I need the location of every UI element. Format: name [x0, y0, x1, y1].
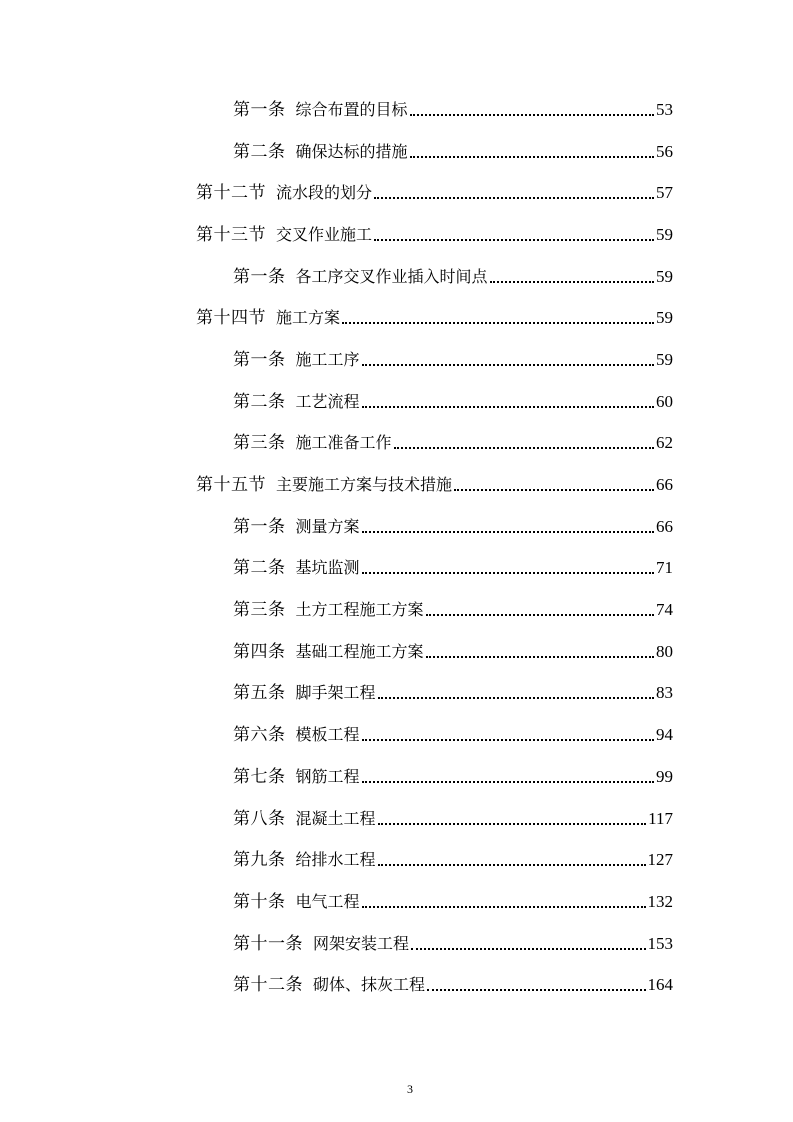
toc-entry-page-number: 60: [656, 391, 673, 411]
toc-entry-label: 第十四节: [196, 308, 266, 329]
toc-entry-label: 第二条: [233, 391, 286, 412]
toc-dot-leader: [411, 933, 645, 955]
toc-dot-leader: [410, 141, 654, 163]
toc-dot-leader: [394, 432, 654, 454]
toc-entry-title: 测量方案: [295, 516, 360, 536]
toc-entry[interactable]: [0, 89, 793, 131]
toc-entry[interactable]: [0, 131, 793, 173]
toc-entry-label: 第二条: [233, 558, 286, 579]
toc-entry-title: 施工准备工作: [295, 433, 392, 453]
toc-entry-label: 第三条: [233, 433, 286, 454]
toc-entry-title: 流水段的划分: [276, 183, 373, 203]
toc-entry[interactable]: [0, 423, 793, 465]
toc-entry-page-number: 94: [656, 725, 673, 745]
toc-entry-page-number: 62: [656, 433, 673, 453]
toc-entry-label: 第十二条: [233, 975, 303, 996]
toc-entry-title: 电气工程: [295, 891, 360, 911]
toc-entry-title: 给排水工程: [295, 850, 376, 870]
toc-dot-leader: [362, 724, 654, 746]
toc-dot-leader: [378, 808, 647, 830]
toc-entry-label: 第八条: [233, 808, 286, 829]
toc-entry-page-number: 127: [647, 850, 673, 870]
toc-entry-label: 第十五节: [196, 475, 266, 496]
toc-entry[interactable]: [0, 923, 793, 965]
toc-entry-page-number: 164: [647, 975, 673, 995]
toc-entry[interactable]: [0, 881, 793, 923]
toc-entry[interactable]: [0, 673, 793, 715]
toc-entry-page-number: 74: [656, 600, 673, 620]
toc-entry-label: 第四条: [233, 641, 286, 662]
toc-entry[interactable]: [0, 297, 793, 339]
toc-entry-label: 第一条: [233, 349, 286, 370]
toc-entry-page-number: 83: [656, 683, 673, 703]
toc-entry-title: 主要施工方案与技术措施: [276, 475, 453, 495]
toc-entry-label: 第六条: [233, 725, 286, 746]
toc-entry-title: 确保达标的措施: [295, 141, 408, 161]
toc-entry-title: 交叉作业施工: [276, 224, 373, 244]
page-number: 3: [407, 1082, 413, 1096]
toc-entry-page-number: 71: [656, 558, 673, 578]
toc-dot-leader: [362, 349, 654, 371]
toc-dot-leader: [426, 641, 654, 663]
toc-entry-label: 第五条: [233, 683, 286, 704]
toc-dot-leader: [362, 557, 654, 579]
toc-entry-title: 脚手架工程: [295, 683, 376, 703]
toc-entry-page-number: 56: [656, 141, 673, 161]
toc-dot-leader: [426, 599, 654, 621]
toc-entry-page-number: 66: [656, 516, 673, 536]
toc-entry[interactable]: [0, 839, 793, 881]
toc-entry[interactable]: [0, 631, 793, 673]
toc-entry-title: 砌体、抹灰工程: [313, 975, 426, 995]
toc-dot-leader: [410, 99, 654, 121]
toc-entry-label: 第一条: [233, 99, 286, 120]
toc-entry[interactable]: [0, 756, 793, 798]
toc-dot-leader: [378, 849, 646, 871]
toc-entry-title: 钢筋工程: [295, 766, 360, 786]
toc-entry-title: 土方工程施工方案: [295, 600, 424, 620]
toc-entry-label: 第一条: [233, 516, 286, 537]
toc-entry[interactable]: [0, 381, 793, 423]
toc-entry[interactable]: [0, 506, 793, 548]
toc-entry[interactable]: [0, 256, 793, 298]
toc-entry-label: 第三条: [233, 600, 286, 621]
toc-dot-leader: [362, 891, 646, 913]
table-of-contents: [0, 89, 793, 1006]
toc-entry[interactable]: [0, 464, 793, 506]
toc-dot-leader: [490, 266, 654, 288]
toc-dot-leader: [362, 391, 654, 413]
toc-entry[interactable]: [0, 714, 793, 756]
toc-entry-title: 施工方案: [276, 308, 341, 328]
toc-entry-title: 基坑监测: [295, 558, 360, 578]
toc-entry-label: 第十二节: [196, 183, 266, 204]
toc-entry-label: 第九条: [233, 850, 286, 871]
toc-dot-leader: [378, 682, 654, 704]
toc-entry-label: 第二条: [233, 141, 286, 162]
toc-dot-leader: [427, 974, 645, 996]
toc-entry[interactable]: [0, 214, 793, 256]
toc-entry-title: 基础工程施工方案: [295, 641, 424, 661]
toc-dot-leader: [362, 766, 654, 788]
toc-entry-page-number: 59: [656, 349, 673, 369]
toc-entry-page-number: 53: [656, 99, 673, 119]
toc-entry-label: 第十一条: [233, 933, 303, 954]
toc-entry-title: 工艺流程: [295, 391, 360, 411]
toc-entry[interactable]: [0, 589, 793, 631]
toc-entry-page-number: 59: [656, 266, 673, 286]
toc-entry-page-number: 117: [648, 808, 673, 828]
toc-entry-title: 混凝土工程: [295, 808, 376, 828]
toc-entry-page-number: 59: [656, 224, 673, 244]
toc-entry[interactable]: [0, 798, 793, 840]
toc-dot-leader: [454, 474, 654, 496]
toc-entry-page-number: 153: [647, 933, 673, 953]
toc-dot-leader: [374, 224, 654, 246]
toc-entry-title: 施工工序: [295, 349, 360, 369]
toc-entry-label: 第七条: [233, 766, 286, 787]
toc-entry[interactable]: [0, 339, 793, 381]
toc-entry-title: 模板工程: [295, 725, 360, 745]
toc-entry-label: 第一条: [233, 266, 286, 287]
toc-entry-page-number: 66: [656, 475, 673, 495]
toc-entry-label: 第十三节: [196, 224, 266, 245]
toc-entry-page-number: 99: [656, 766, 673, 786]
toc-dot-leader: [374, 182, 654, 204]
toc-entry-title: 综合布置的目标: [295, 99, 408, 119]
toc-entry[interactable]: [0, 548, 793, 590]
toc-entry-title: 网架安装工程: [313, 933, 410, 953]
toc-entry-label: 第十条: [233, 891, 286, 912]
toc-entry-title: 各工序交叉作业插入时间点: [295, 266, 488, 286]
toc-entry[interactable]: [0, 964, 793, 1006]
toc-entry-page-number: 80: [656, 641, 673, 661]
toc-entry-page-number: 132: [647, 891, 673, 911]
toc-entry-page-number: 59: [656, 308, 673, 328]
toc-entry[interactable]: [0, 172, 793, 214]
toc-dot-leader: [342, 307, 654, 329]
toc-dot-leader: [362, 516, 654, 538]
toc-entry-page-number: 57: [656, 183, 673, 203]
